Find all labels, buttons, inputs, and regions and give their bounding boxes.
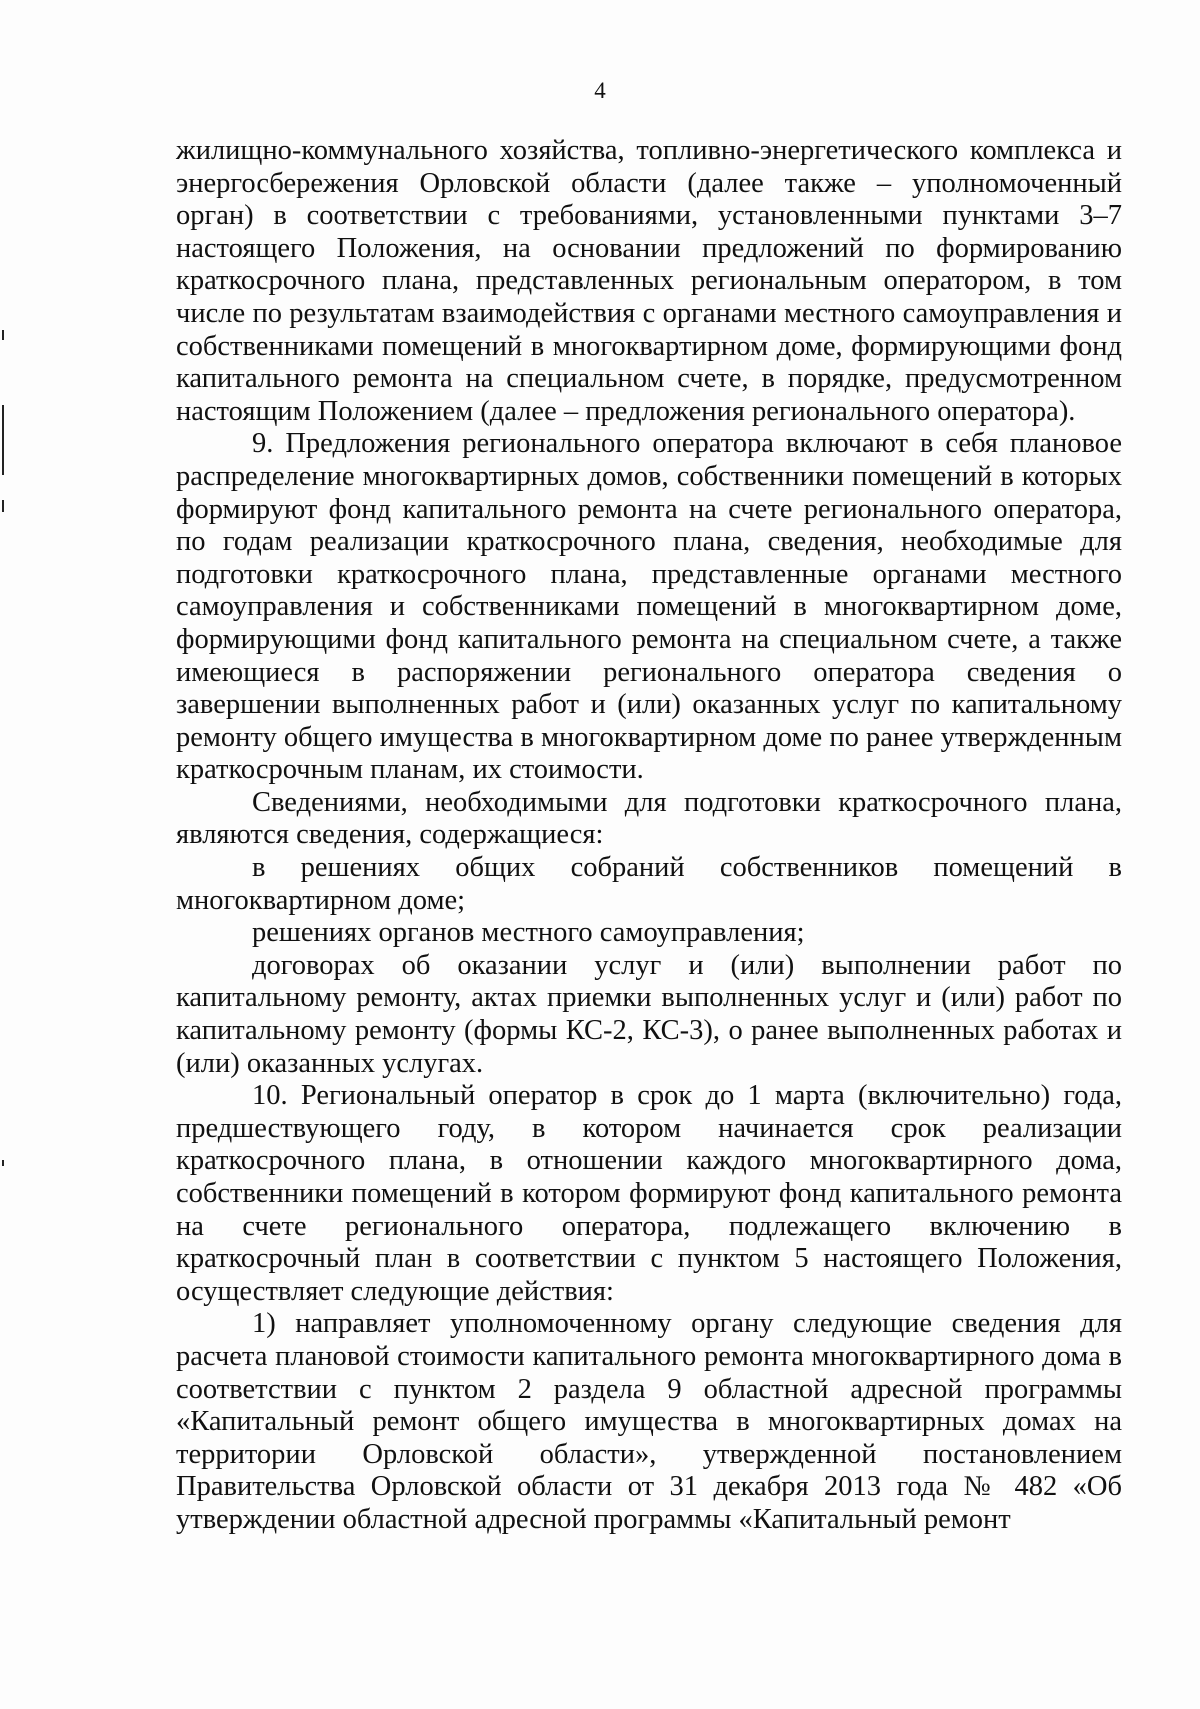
paragraph-subitem-1: 1) направляет уполномоченному органу следующие сведения для расчета плановой стоимости капитального ремонта многоквартирного дома в соответствии с пунктом 2 раздела 9 областной адресной программы «Капитальный ремонт общего имущества в многоквартирных домах на территории Орловской области», утвержденной постановлением Правительства Орловской области от 31 декабря 2013 года № 482 «Об утверждении областной адресной программы «Капитальный ремонт xyxy=(176,1308,1122,1535)
scan-edge-mark xyxy=(2,1160,4,1166)
paragraph-continuation: жилищно-коммунального хозяйства, топливно-энергетического комплекса и энергосбережения Орловской области (далее также – уполномоченный орган) в соответствии с требованиями, установленными пунктами 3–7 настоящего Положения, на основании предложений по формированию краткосрочного плана, представленных региональным оператором, в том числе по результатам взаимодействия с органами местного самоуправления и собственниками помещений в многоквартирном доме, формирующими фонд капитального ремонта на специальном счете, в порядке, предусмотренном настоящим Положением (далее – предложения регионального оператора). xyxy=(176,135,1122,427)
paragraph-info-intro: Сведениями, необходимыми для подготовки краткосрочного плана, являются сведения, содержащиеся: xyxy=(176,786,1122,851)
page-number: 4 xyxy=(594,78,606,103)
scan-edge-mark xyxy=(2,500,4,512)
paragraph-item-9: 9. Предложения регионального оператора включают в себя плановое распределение многоквартирных домов, собственники помещений в которых формируют фонд капитального ремонта на счете регионального оператора, по годам реализации краткосрочного плана, сведения, необходимые для подготовки краткосрочного плана, представленные органами местного самоуправления и собственниками помещений в многоквартирном доме, формирующими фонд капитального ремонта на специальном счете, а также имеющиеся в распоряжении регионального оператора сведения о завершении выполненных работ и (или) оказанных услуг по капитальному ремонту общего имущества в многоквартирном доме по ранее утвержденным краткосрочным планам, их стоимости. xyxy=(176,428,1122,786)
paragraph-contracts: договорах об оказании услуг и (или) выполнении работ по капитальному ремонту, актах приемки выполненных услуг и (или) работ по капитальному ремонту (формы КС-2, КС-3), о ранее выполненных работах и (или) оказанных услугах. xyxy=(176,949,1122,1079)
document-text xyxy=(176,135,1122,1537)
paragraph-decisions-local: решениях органов местного самоуправления; xyxy=(252,917,805,949)
paragraph-decisions-meetings: в решениях общих собраний собственников помещений в многоквартирном доме; xyxy=(176,852,1122,916)
paragraph-item-10: 10. Региональный оператор в срок до 1 марта (включительно) года, предшествующего году, в котором начинается срок реализации краткосрочного плана, в отношении каждого многоквартирного дома, собственники помещений в котором формируют фонд капитального ремонта на счете регионального оператора, подлежащего включению в краткосрочный план в соответствии с пунктом 5 настоящего Положения, осуществляет следующие действия: xyxy=(176,1080,1122,1307)
scan-edge-mark xyxy=(2,330,4,340)
scan-edge-mark xyxy=(2,405,4,475)
